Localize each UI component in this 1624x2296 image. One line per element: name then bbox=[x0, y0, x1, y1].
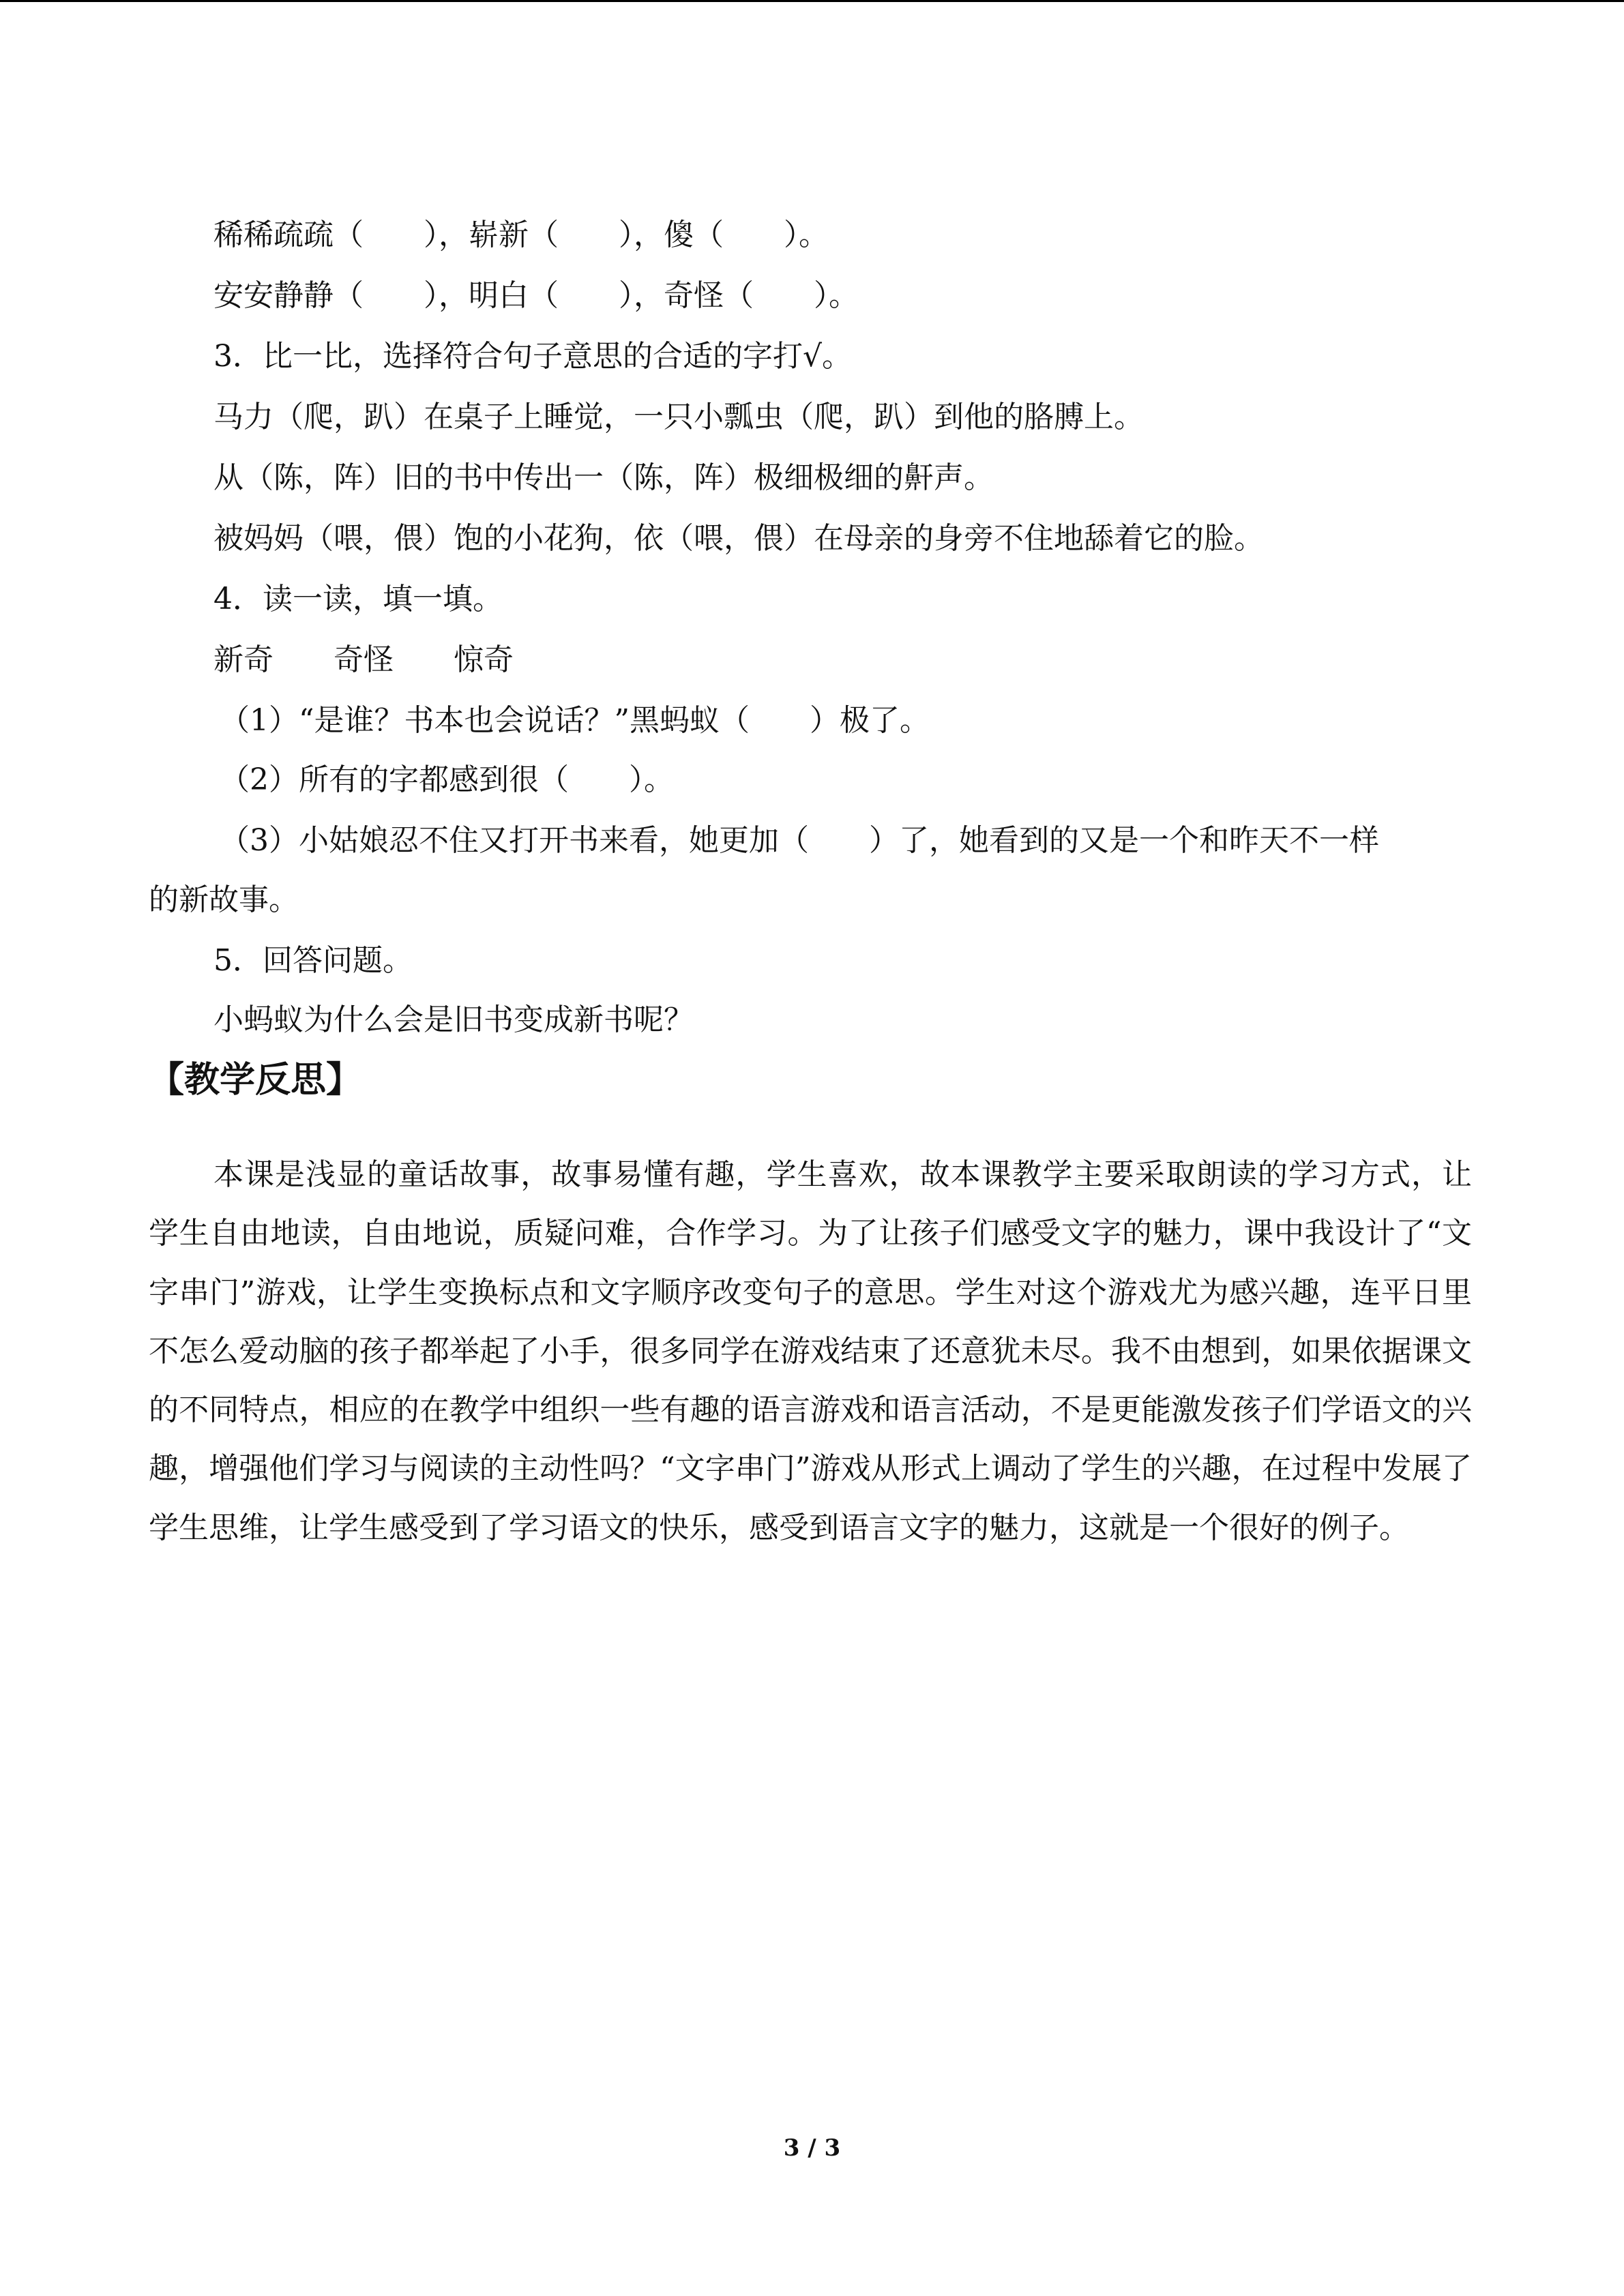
exercise-4-item-3-continued: 的新故事。 bbox=[149, 882, 299, 917]
exercise-line-pairs-2: 安安静静（ ），明白（ ），奇怪（ ）。 bbox=[213, 278, 859, 313]
exercise-line-pairs-1: 稀稀疏疏（ ），崭新（ ），傻（ ）。 bbox=[213, 218, 829, 252]
exercise-3-title: 3．比一比，选择符合句子意思的合适的字打√。 bbox=[213, 339, 853, 374]
exercise-4-item-3: （3）小姑娘忍不住又打开书来看，她更加（ ）了，她看到的又是一个和昨天不一样 bbox=[220, 823, 1379, 858]
exercise-4-title: 4．读一读，填一填。 bbox=[213, 582, 503, 616]
page-number: 3 / 3 bbox=[783, 2134, 841, 2162]
exercise-5-title: 5．回答问题。 bbox=[213, 943, 413, 978]
exercise-5-question: 小蚂蚁为什么会是旧书变成新书呢？ bbox=[213, 1002, 694, 1037]
exercise-4-item-2: （2）所有的字都感到很（ ）。 bbox=[220, 762, 674, 797]
reflection-heading: 【教学反思】 bbox=[149, 1060, 362, 1101]
exercise-4-word-bank: 新奇 奇怪 惊奇 bbox=[213, 642, 514, 677]
exercise-3-item-1: 马力（爬，趴）在桌子上睡觉，一只小瓢虫（爬，趴）到他的胳膊上。 bbox=[213, 400, 1144, 434]
top-border-line bbox=[0, 0, 1624, 2]
exercise-3-item-3: 被妈妈（喂，偎）饱的小花狗，依（喂，偎）在母亲的身旁不住地舔着它的脸。 bbox=[213, 521, 1264, 556]
exercise-3-item-2: 从（陈，阵）旧的书中传出一（陈，阵）极细极细的鼾声。 bbox=[213, 460, 994, 495]
reflection-paragraph: 本课是浅显的童话故事，故事易懂有趣，学生喜欢，故本课教学主要采取朗读的学习方式，让学生自由地读，自由地说，质疑问难，合作学习。为了让孩子们感受文字的魅力，课中我设计了“文字串门”游戏，让学生变换标点和文字顺序改变句子的意思。学生对这个游戏尤为感兴趣，连平日里不怎么爱动脑的孩子都举起了小手，很多同学在游戏结束了还意犹未尽。我不由想到，如果依据课文的不同特点，相应的在教学中组织一些有趣的语言游戏和语言活动，不是更能激发孩子们学语文的兴趣，增强他们学习与阅读的主动性吗？“文字串门”游戏从形式上调动了学生的兴趣，在过程中发展了学生思维，让学生感受到了学习语文的快乐，感受到语言文字的魅力，这就是一个很好的例子。 bbox=[149, 1157, 1472, 1545]
exercise-4-item-1: （1）“是谁？书本也会说话？”黑蚂蚁（ ）极了。 bbox=[220, 703, 930, 738]
